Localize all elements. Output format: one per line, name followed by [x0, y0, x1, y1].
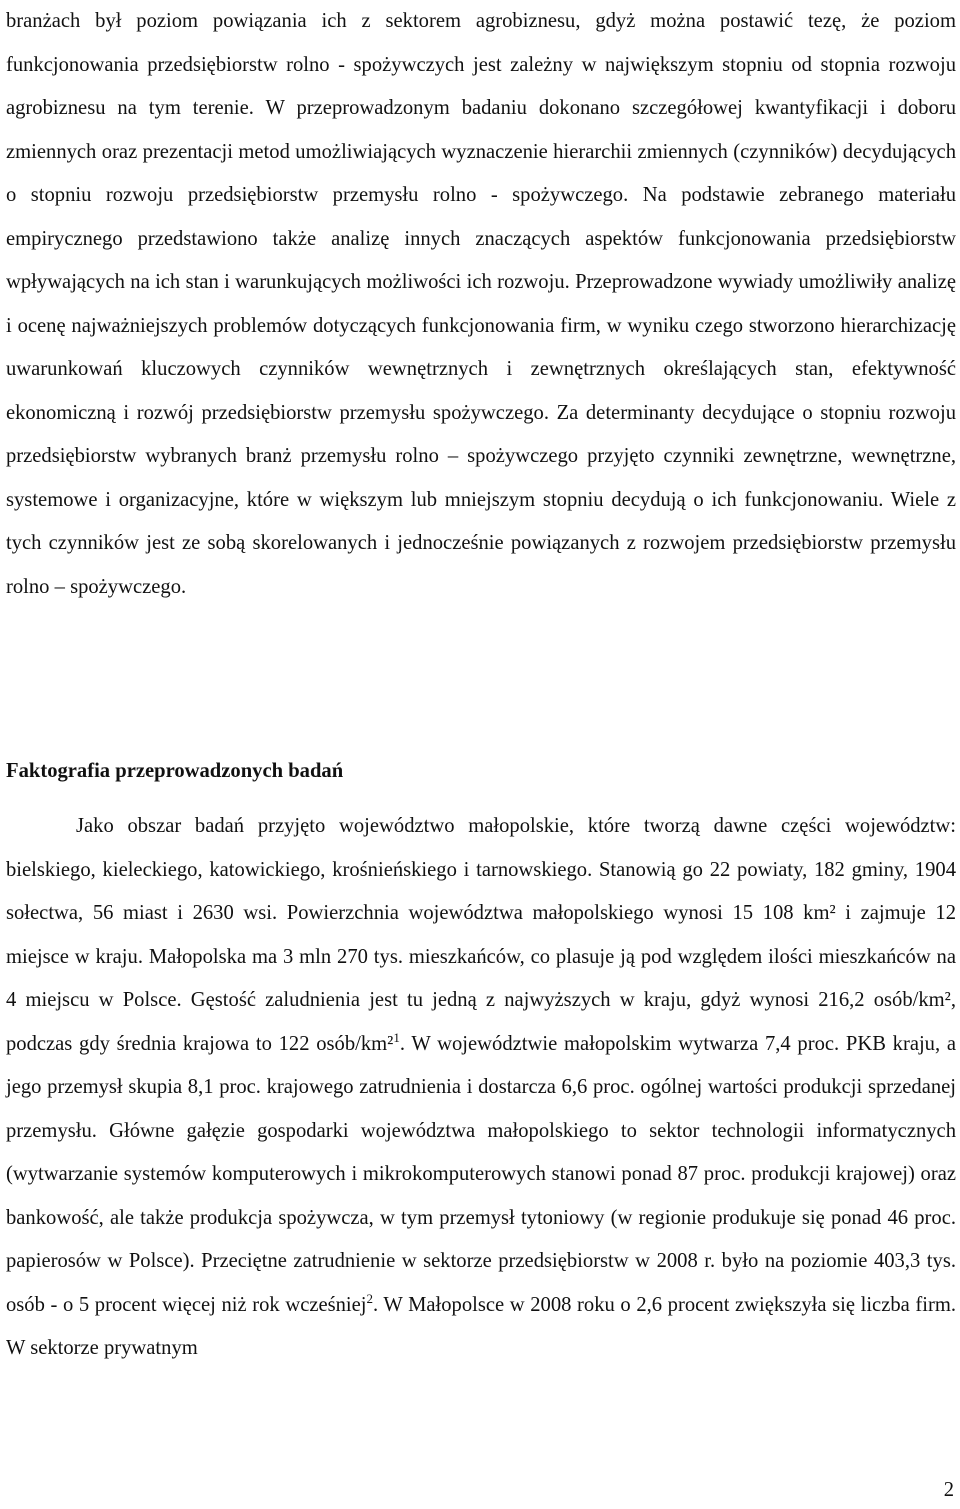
paragraph-text: Jako obszar badań przyjęto województwo małopolskie, które tworzą dawne części województw: bielskiego, kieleckiego, katowickiego, krośnieńskiego i tarnowskiego. Stanowią go 22 powiaty, 182 gminy, 1904 sołectwa, 56 miast i 2630 wsi. Powierzchnia województwa małopolskiego wynosi 15 108 km² i zajmuje 12 miejsce w kraju. Małopolska ma 3 mln 270 tys. mieszkańców, co plasuje ją pod względem ilości mieszkańców na 4 miejscu w Polsce. Gęstość zaludnienia jest tu jedną z najwyższych w kraju, gdyż wynosi 216,2 osób/km², podczas gdy średnia krajowa to 122 osób/km²	[6, 815, 956, 1055]
paragraph	[6, 805, 956, 1371]
body-text-block	[6, 805, 956, 1371]
paragraph-text: . W województwie małopolskim wytwarza 7,4 proc. PKB kraju, a jego przemysł skupia 8,1 proc. krajowego zatrudnienia i dostarcza 6,6 proc. ogólnej wartości produkcji sprzedanej przemysłu. Główne gałęzie gospodarki województwa małopolskiego to sektor technologii informatycznych (wytwarzanie systemów komputerowych i mikrokomputerowych stanowi ponad 87 proc. produkcji krajowej) oraz bankowość, ale także produkcja spożywcza, w tym przemysł tytoniowy (w regionie produkuje się ponad 46 proc. papierosów w Polsce). Przeciętne zatrudnienie w sektorze przedsiębiorstw w 2008 r. było na poziomie 403,3 tys. osób - o 5 procent więcej niż rok wcześniej	[6, 1032, 956, 1316]
body-text-block	[6, 0, 956, 609]
paragraph: branżach był poziom powiązania ich z sektorem agrobiznesu, gdyż można postawić tezę, że poziom funkcjonowania przedsiębiorstw rolno - spożywczych jest zależny w największym stopniu od stopnia rozwoju agrobiznesu na tym terenie. W przeprowadzonym badaniu dokonano szczegółowej kwantyfikacji i doboru zmiennych oraz prezentacji metod umożliwiających wyznaczenie hierarchii zmiennych (czynników) decydujących o stopniu rozwoju przedsiębiorstw przemysłu rolno - spożywczego. Na podstawie zebranego materiału empirycznego przedstawiono także analizę innych znaczących aspektów funkcjonowania przedsiębiorstw wpływających na ich stan i warunkujących możliwości ich rozwoju. Przeprowadzone wywiady umożliwiły analizę i ocenę najważniejszych problemów dotyczących funkcjonowania firm, w wyniku czego stworzono hierarchizację uwarunkowań kluczowych czynników wewnętrznych i zewnętrznych określających stan, efektywność ekonomiczną i rozwój przedsiębiorstw przemysłu spożywczego. Za determinanty decydujące o stopniu rozwoju przedsiębiorstw wybranych branż przemysłu rolno – spożywczego przyjęto czynniki zewnętrzne, wewnętrzne, systemowe i organizacyjne, które w większym lub mniejszym stopniu decydują o ich funkcjonowaniu. Wiele z tych czynników jest ze sobą skorelowanych i jednocześnie powiązanych z rozwojem przedsiębiorstw przemysłu rolno – spożywczego.	[6, 10, 956, 598]
footnote-marker: 2	[366, 1290, 374, 1306]
paragraph-text: . W Małopolsce w 2008 roku o 2,6 procent zwiększyła się liczba firm. W sektorze prywatnym	[6, 1293, 956, 1359]
section-heading: Faktografia przeprowadzonych badań	[6, 760, 344, 782]
footnote-marker: 1	[393, 1029, 400, 1045]
page-number: 2	[943, 1479, 954, 1501]
